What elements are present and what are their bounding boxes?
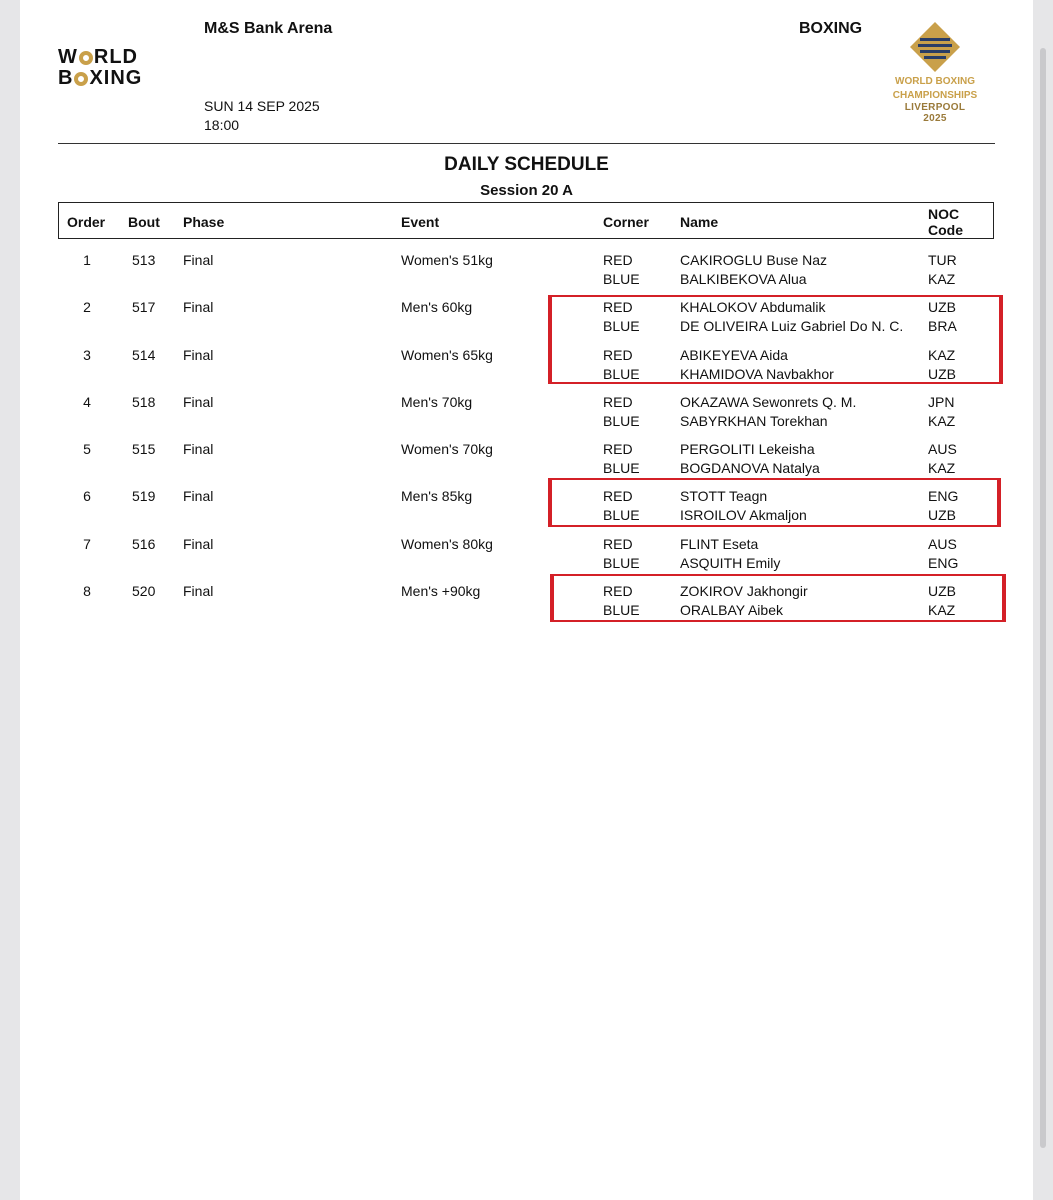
blue-noc-code: KAZ: [928, 602, 956, 618]
red-corner-cell: RED: [603, 394, 633, 410]
blue-boxer-name: SABYRKHAN Torekhan: [680, 413, 828, 429]
logo-ring-icon: [74, 72, 88, 86]
order-cell: 7: [83, 536, 91, 552]
document-title: DAILY SCHEDULE: [444, 154, 609, 175]
blue-noc-code: ENG: [928, 555, 959, 571]
phase-cell: Final: [183, 299, 214, 315]
red-boxer-name: KHALOKOV Abdumalik: [680, 299, 826, 315]
red-noc-code: JPN: [928, 394, 955, 410]
championships-line4: 2025: [923, 113, 947, 124]
col-corner: Corner: [603, 213, 649, 230]
event-cell: Men's 60kg: [401, 299, 473, 315]
bout-cell: 520: [132, 583, 156, 599]
sport-name: BOXING: [799, 20, 863, 37]
red-corner-cell: RED: [603, 583, 633, 599]
championships-line3: LIVERPOOL: [904, 102, 966, 113]
col-noc-line1: NOC: [928, 205, 960, 222]
session-time: 18:00: [204, 117, 240, 133]
championships-emblem-icon: [908, 20, 962, 74]
blue-noc-code: UZB: [928, 366, 956, 382]
blue-corner-cell: BLUE: [603, 602, 640, 618]
blue-corner-cell: BLUE: [603, 555, 640, 571]
highlight-box: [548, 295, 1003, 384]
col-event: Event: [401, 213, 440, 230]
blue-corner-cell: BLUE: [603, 460, 640, 476]
bout-cell: 516: [132, 536, 156, 552]
championships-line1: WORLD BOXING: [895, 76, 975, 87]
red-boxer-name: CAKIROGLU Buse Naz: [680, 252, 828, 268]
blue-corner-cell: BLUE: [603, 366, 640, 382]
red-noc-code: UZB: [928, 583, 956, 599]
championships-line2: CHAMPIONSHIPS: [892, 90, 978, 101]
header-divider: [58, 143, 995, 144]
blue-noc-code: BRA: [928, 318, 957, 334]
red-boxer-name: OKAZAWA Sewonrets Q. M.: [680, 394, 857, 410]
phase-cell: Final: [183, 536, 214, 552]
world-boxing-logo: [58, 47, 183, 89]
red-boxer-name: ABIKEYEVA Aida: [680, 347, 788, 363]
red-noc-code: AUS: [928, 441, 957, 457]
red-noc-code: UZB: [928, 299, 956, 315]
bout-cell: 517: [132, 299, 156, 315]
order-cell: 1: [83, 252, 91, 268]
bout-cell: 513: [132, 252, 156, 268]
blue-boxer-name: ISROILOV Akmaljon: [680, 507, 807, 523]
red-corner-cell: RED: [603, 347, 633, 363]
red-boxer-name: FLINT Eseta: [680, 536, 759, 552]
phase-cell: Final: [183, 488, 214, 504]
logo-letters-xing: XING: [89, 67, 143, 89]
blue-noc-code: KAZ: [928, 413, 956, 429]
bout-cell: 518: [132, 394, 156, 410]
red-noc-code: KAZ: [928, 347, 956, 363]
red-noc-code: AUS: [928, 536, 957, 552]
red-boxer-name: ZOKIROV Jakhongir: [680, 583, 808, 599]
session-label: Session 20 A: [480, 182, 573, 199]
col-noc-line2: Code: [928, 221, 963, 238]
logo-letters-rld: RLD: [93, 46, 138, 68]
red-boxer-name: STOTT Teagn: [680, 488, 768, 504]
championships-logo: [880, 20, 990, 130]
order-cell: 2: [83, 299, 91, 315]
venue-name: M&S Bank Arena: [204, 20, 333, 37]
highlight-box: [550, 574, 1006, 622]
logo-letter-w: W: [58, 46, 78, 68]
bout-cell: 515: [132, 441, 156, 457]
event-cell: Women's 51kg: [401, 252, 493, 268]
red-corner-cell: RED: [603, 441, 633, 457]
blue-noc-code: KAZ: [928, 460, 956, 476]
event-cell: Men's +90kg: [401, 583, 481, 599]
red-noc-code: TUR: [928, 252, 957, 268]
phase-cell: Final: [183, 583, 214, 599]
event-cell: Men's 70kg: [401, 394, 473, 410]
order-cell: 8: [83, 583, 91, 599]
blue-noc-code: KAZ: [928, 271, 956, 287]
session-date: SUN 14 SEP 2025: [204, 98, 320, 114]
blue-boxer-name: KHAMIDOVA Navbakhor: [680, 366, 834, 382]
phase-cell: Final: [183, 347, 214, 363]
red-boxer-name: PERGOLITI Lekeisha: [680, 441, 815, 457]
col-phase: Phase: [183, 213, 225, 230]
bout-cell: 514: [132, 347, 156, 363]
blue-boxer-name: DE OLIVEIRA Luiz Gabriel Do N. C.: [680, 318, 904, 334]
red-corner-cell: RED: [603, 488, 633, 504]
order-cell: 4: [83, 394, 91, 410]
event-cell: Women's 70kg: [401, 441, 493, 457]
col-order: Order: [67, 213, 106, 230]
order-cell: 6: [83, 488, 91, 504]
blue-noc-code: UZB: [928, 507, 956, 523]
table-header: [58, 202, 994, 239]
order-cell: 3: [83, 347, 91, 363]
highlight-box: [548, 478, 1001, 527]
red-corner-cell: RED: [603, 252, 633, 268]
event-cell: Men's 85kg: [401, 488, 473, 504]
event-cell: Women's 80kg: [401, 536, 493, 552]
blue-boxer-name: BOGDANOVA Natalya: [680, 460, 820, 476]
order-cell: 5: [83, 441, 91, 457]
col-name: Name: [680, 213, 719, 230]
red-corner-cell: RED: [603, 299, 633, 315]
logo-ring-icon: [79, 51, 93, 65]
blue-boxer-name: BALKIBEKOVA Alua: [680, 271, 807, 287]
blue-corner-cell: BLUE: [603, 318, 640, 334]
logo-letter-b: B: [58, 67, 74, 89]
col-noc-code: [928, 203, 963, 240]
blue-corner-cell: BLUE: [603, 413, 640, 429]
blue-boxer-name: ASQUITH Emily: [680, 555, 781, 571]
col-bout: Bout: [128, 213, 160, 230]
blue-corner-cell: BLUE: [603, 507, 640, 523]
blue-corner-cell: BLUE: [603, 271, 640, 287]
red-corner-cell: RED: [603, 536, 633, 552]
bout-cell: 519: [132, 488, 156, 504]
scrollbar[interactable]: [1040, 48, 1046, 1148]
event-cell: Women's 65kg: [401, 347, 493, 363]
phase-cell: Final: [183, 441, 214, 457]
blue-boxer-name: ORALBAY Aibek: [680, 602, 783, 618]
red-noc-code: ENG: [928, 488, 959, 504]
phase-cell: Final: [183, 252, 214, 268]
phase-cell: Final: [183, 394, 214, 410]
